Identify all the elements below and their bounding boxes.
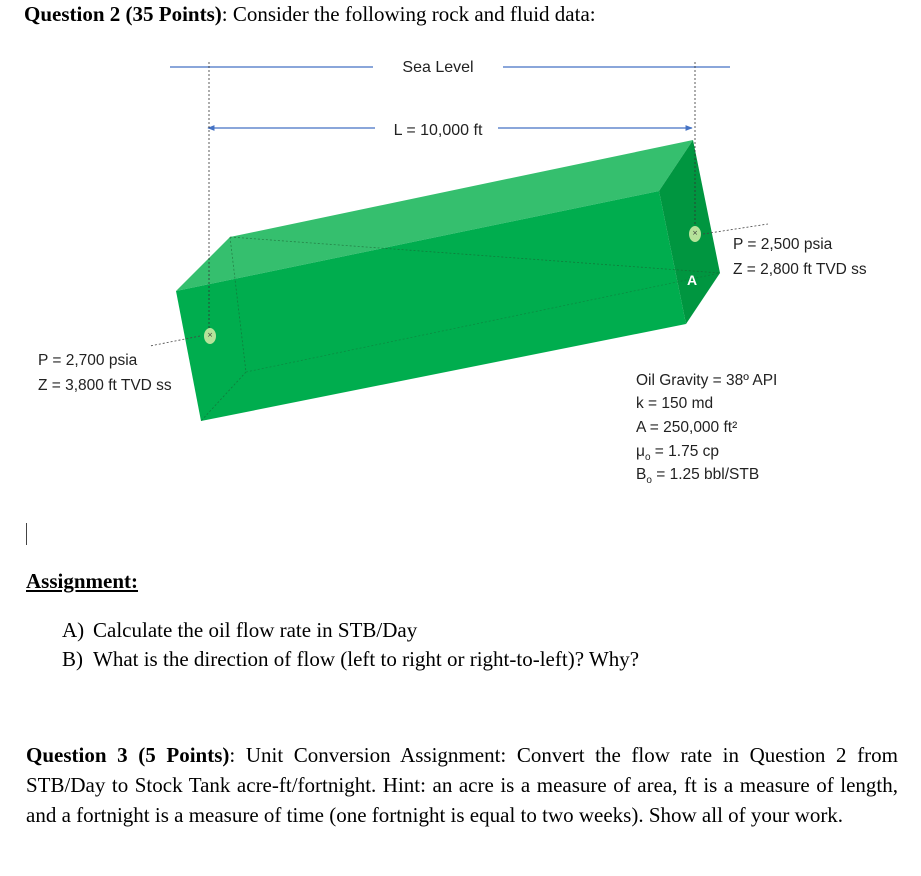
viscosity-label xyxy=(636,443,719,463)
text-cursor xyxy=(26,523,27,545)
area-label: A = 250,000 ft² xyxy=(636,419,738,436)
question-2-text: Consider the following rock and fluid data: xyxy=(227,2,596,26)
permeability-label: k = 150 md xyxy=(636,395,714,412)
assignment-item-b-text: What is the direction of flow (left to right or right-to-left)? Why? xyxy=(93,647,640,671)
right-point-tick: × xyxy=(692,229,698,237)
sea-level-label: Sea Level xyxy=(402,59,474,76)
fvf-subscript: o xyxy=(646,475,652,486)
assignment-heading: Assignment: xyxy=(26,569,139,593)
right-pressure-label: P = 2,500 psia xyxy=(733,236,833,253)
question-3-label: Question 3 (5 Points) xyxy=(26,743,230,767)
fvf-symbol: B xyxy=(636,466,647,483)
question-3-text: Unit Conversion Assignment: Convert the flow rate in Question 2 from STB/Day to Stock Tank acre-ft/fortnight. Hint: an acre is a measure of area, ft is a measure of length, and a fortnight is a measure of time (one fortnight is equal to two weeks). Show all of your work. xyxy=(26,743,898,827)
right-depth-label: Z = 2,800 ft TVD ss xyxy=(733,261,867,278)
point-a-label: A xyxy=(686,272,698,288)
left-depth-label: Z = 3,800 ft TVD ss xyxy=(38,377,172,394)
fvf-label xyxy=(636,466,759,486)
fvf-value: = 1.25 bbl/STB xyxy=(651,466,760,483)
assignment-item-b-marker: B) xyxy=(62,647,83,671)
left-point-tick: × xyxy=(207,331,213,339)
question-2-label: Question 2 (35 Points) xyxy=(24,2,222,26)
assignment-item-a-marker: A) xyxy=(62,618,85,642)
oil-gravity-label: Oil Gravity = 38º API xyxy=(636,372,778,389)
viscosity-value: = 1.75 cp xyxy=(650,443,720,460)
question-3-paragraph xyxy=(26,740,898,830)
question-3-colon: : xyxy=(229,743,236,767)
length-label: L = 10,000 ft xyxy=(393,122,483,139)
viscosity-symbol: μ xyxy=(636,443,645,460)
assignment-item-a-text: Calculate the oil flow rate in STB/Day xyxy=(93,618,418,642)
left-pressure-label: P = 2,700 psia xyxy=(38,352,138,369)
question-2-colon: : xyxy=(221,2,228,26)
viscosity-subscript: o xyxy=(644,452,651,463)
right-depth-dashed xyxy=(703,224,768,234)
